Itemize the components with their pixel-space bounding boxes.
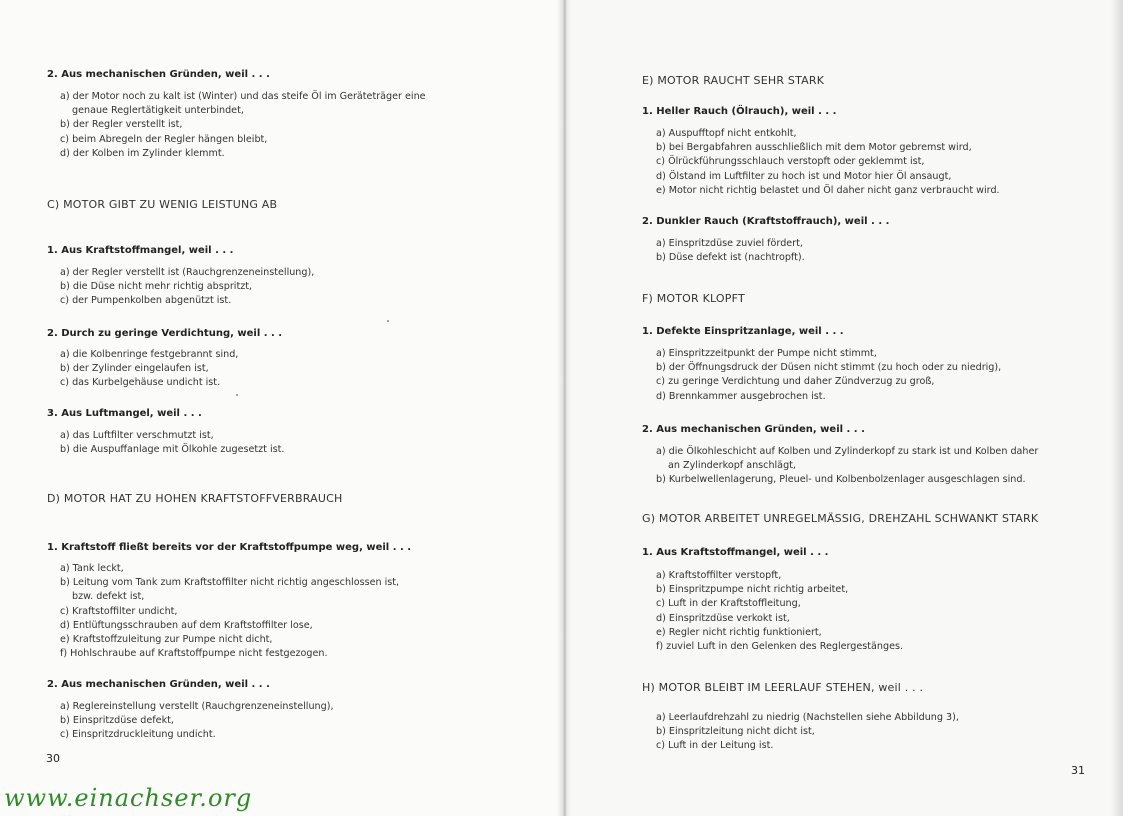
section-e1-list xyxy=(656,127,1000,198)
section-c2-heading: 2. Durch zu geringe Verdichtung, weil . . . xyxy=(47,328,283,339)
section-d1-heading: 1. Kraftstoff fließt bereits vor der Kraftstoffpumpe weg, weil . . . xyxy=(47,542,412,553)
section-c3-heading: 3. Aus Luftmangel, weil . . . xyxy=(47,408,202,419)
list-item: b) der Regler verstellt ist, xyxy=(60,119,183,131)
list-item: b) Leitung vom Tank zum Kraftstoffilter nicht richtig angeschlossen ist, xyxy=(60,577,400,589)
paper-speck xyxy=(387,320,389,322)
list-item: a) das Luftfilter verschmutzt ist, xyxy=(60,430,214,441)
list-item: b) Einspritzleitung nicht dicht ist, xyxy=(656,726,815,738)
list-item: b) die Auspuffanlage mit Ölkohle zugesetzt ist. xyxy=(60,444,285,456)
page-number-left: 30 xyxy=(46,752,60,765)
list-item: c) beim Abregeln der Regler hängen bleibt, xyxy=(60,133,268,145)
list-item: a) Tank leckt, xyxy=(60,563,124,574)
list-item: a) Kraftstoffilter verstopft, xyxy=(656,570,782,581)
list-item: b) der Öffnungsdruck der Düsen nicht stimmt (zu hoch oder zu niedrig), xyxy=(656,362,1002,374)
list-item: a) Leerlaufdrehzahl zu niedrig (Nachstellen siehe Abbildung 3), xyxy=(656,712,959,723)
section-f1-heading: 1. Defekte Einspritzanlage, weil . . . xyxy=(642,326,844,337)
list-item: d) Ölstand im Luftfilter zu hoch ist und Motor hier Öl ansaugt, xyxy=(656,170,952,182)
list-item: c) das Kurbelgehäuse undicht ist. xyxy=(60,377,221,389)
list-item: c) zu geringe Verdichtung und daher Zündverzug zu groß, xyxy=(656,376,935,388)
list-item: d) Brennkammer ausgebrochen ist. xyxy=(656,390,826,402)
list-item: a) die Ölkohleschicht auf Kolben und Zylinderkopf zu stark ist und Kolben daher xyxy=(656,446,1039,457)
list-item: d) Einspritzdüse verkokt ist, xyxy=(656,612,790,624)
list-item: f) Hohlschraube auf Kraftstoffpumpe nicht festgezogen. xyxy=(60,648,328,660)
list-item: e) Regler nicht richtig funktioniert, xyxy=(656,626,822,638)
list-item: b) Einspritzpumpe nicht richtig arbeitet, xyxy=(656,584,849,596)
section-c-title: C) MOTOR GIBT ZU WENIG LEISTUNG AB xyxy=(47,198,278,211)
list-item: c) der Pumpenkolben abgenützt ist. xyxy=(60,295,232,307)
section-d1-list xyxy=(60,562,399,661)
list-item: a) die Kolbenringe festgebrannt sind, xyxy=(60,349,239,360)
list-item: e) Kraftstoffzuleitung zur Pumpe nicht dicht, xyxy=(60,634,273,646)
page-edge-shadow xyxy=(1111,0,1123,816)
section-h-list xyxy=(656,711,959,754)
section-f2-list xyxy=(656,445,1038,488)
section-g-title: G) MOTOR ARBEITET UNREGELMÄSSIG, DREHZAHL SCHWANKT STARK xyxy=(642,512,1039,525)
list-item: c) Einspritzdruckleitung undicht. xyxy=(60,729,216,741)
page-number-right: 31 xyxy=(1071,764,1085,777)
list-item: c) Luft in der Leitung ist. xyxy=(656,740,774,752)
list-item: bzw. defekt ist, xyxy=(72,591,145,603)
list-item: a) Reglereinstellung verstellt (Rauchgrenzeneinstellung), xyxy=(60,701,334,712)
list-item: an Zylinderkopf anschlägt, xyxy=(668,460,796,472)
list-item: a) der Regler verstellt ist (Rauchgrenzeneinstellung), xyxy=(60,267,315,278)
list-item: c) Luft in der Kraftstoffleitung, xyxy=(656,598,801,610)
list-item: d) Entlüftungsschrauben auf dem Kraftstoffilter lose, xyxy=(60,619,313,631)
section-h-title: H) MOTOR BLEIBT IM LEERLAUF STEHEN, weil . . . xyxy=(642,681,924,694)
section-c2-list xyxy=(60,348,238,391)
section-b2-heading: 2. Aus mechanischen Gründen, weil . . . xyxy=(47,69,270,80)
list-item: a) Einspritzzeitpunkt der Pumpe nicht stimmt, xyxy=(656,348,877,359)
section-f-title: F) MOTOR KLOPFT xyxy=(642,292,745,305)
list-item: b) Kurbelwellenlagerung, Pleuel- und Kolbenbolzenlager ausgeschlagen sind. xyxy=(656,474,1026,486)
book-gutter xyxy=(557,0,571,816)
section-b2-list xyxy=(60,90,426,161)
section-c1-heading: 1. Aus Kraftstoffmangel, weil . . . xyxy=(47,245,234,256)
list-item: b) der Zylinder eingelaufen ist, xyxy=(60,363,209,375)
section-d-title: D) MOTOR HAT ZU HOHEN KRAFTSTOFFVERBRAUCH xyxy=(47,492,343,505)
list-item: f) zuviel Luft in den Gelenken des Reglergestänges. xyxy=(656,641,904,653)
section-f2-heading: 2. Aus mechanischen Gründen, weil . . . xyxy=(642,424,865,435)
right-page xyxy=(564,0,1123,816)
list-item: a) Auspufftopf nicht entkohlt, xyxy=(656,128,797,139)
section-c3-list xyxy=(60,429,284,457)
list-item: b) Düse defekt ist (nachtropft). xyxy=(656,252,805,264)
section-e-title: E) MOTOR RAUCHT SEHR STARK xyxy=(642,74,825,87)
section-g1-heading: 1. Aus Kraftstoffmangel, weil . . . xyxy=(642,547,829,558)
section-g1-list xyxy=(656,569,903,654)
list-item: d) der Kolben im Zylinder klemmt. xyxy=(60,147,225,159)
list-item: a) Einspritzdüse zuviel fördert, xyxy=(656,238,803,249)
list-item: b) bei Bergabfahren ausschließlich mit dem Motor gebremst wird, xyxy=(656,142,972,154)
list-item: e) Motor nicht richtig belastet und Öl daher nicht ganz verbraucht wird. xyxy=(656,184,1000,196)
section-e1-heading: 1. Heller Rauch (Ölrauch), weil . . . xyxy=(642,106,837,117)
section-d2-list xyxy=(60,700,334,743)
section-d2-heading: 2. Aus mechanischen Gründen, weil . . . xyxy=(47,679,270,690)
list-item: c) Ölrückführungsschlauch verstopft oder geklemmt ist, xyxy=(656,156,925,168)
watermark-text: www.einachser.org xyxy=(4,784,253,812)
list-item: b) Einspritzdüse defekt, xyxy=(60,715,174,727)
list-item: c) Kraftstoffilter undicht, xyxy=(60,605,178,617)
list-item: b) die Düse nicht mehr richtig abspritzt, xyxy=(60,281,253,293)
list-item: genaue Reglertätigkeit unterbindet, xyxy=(72,105,244,117)
section-f1-list xyxy=(656,347,1001,404)
list-item: a) der Motor noch zu kalt ist (Winter) und das steife Öl im Geräteträger eine xyxy=(60,91,426,102)
paper-speck xyxy=(236,394,238,396)
section-e2-heading: 2. Dunkler Rauch (Kraftstoffrauch), weil . . . xyxy=(642,216,890,227)
section-e2-list xyxy=(656,237,805,265)
section-c1-list xyxy=(60,266,314,309)
